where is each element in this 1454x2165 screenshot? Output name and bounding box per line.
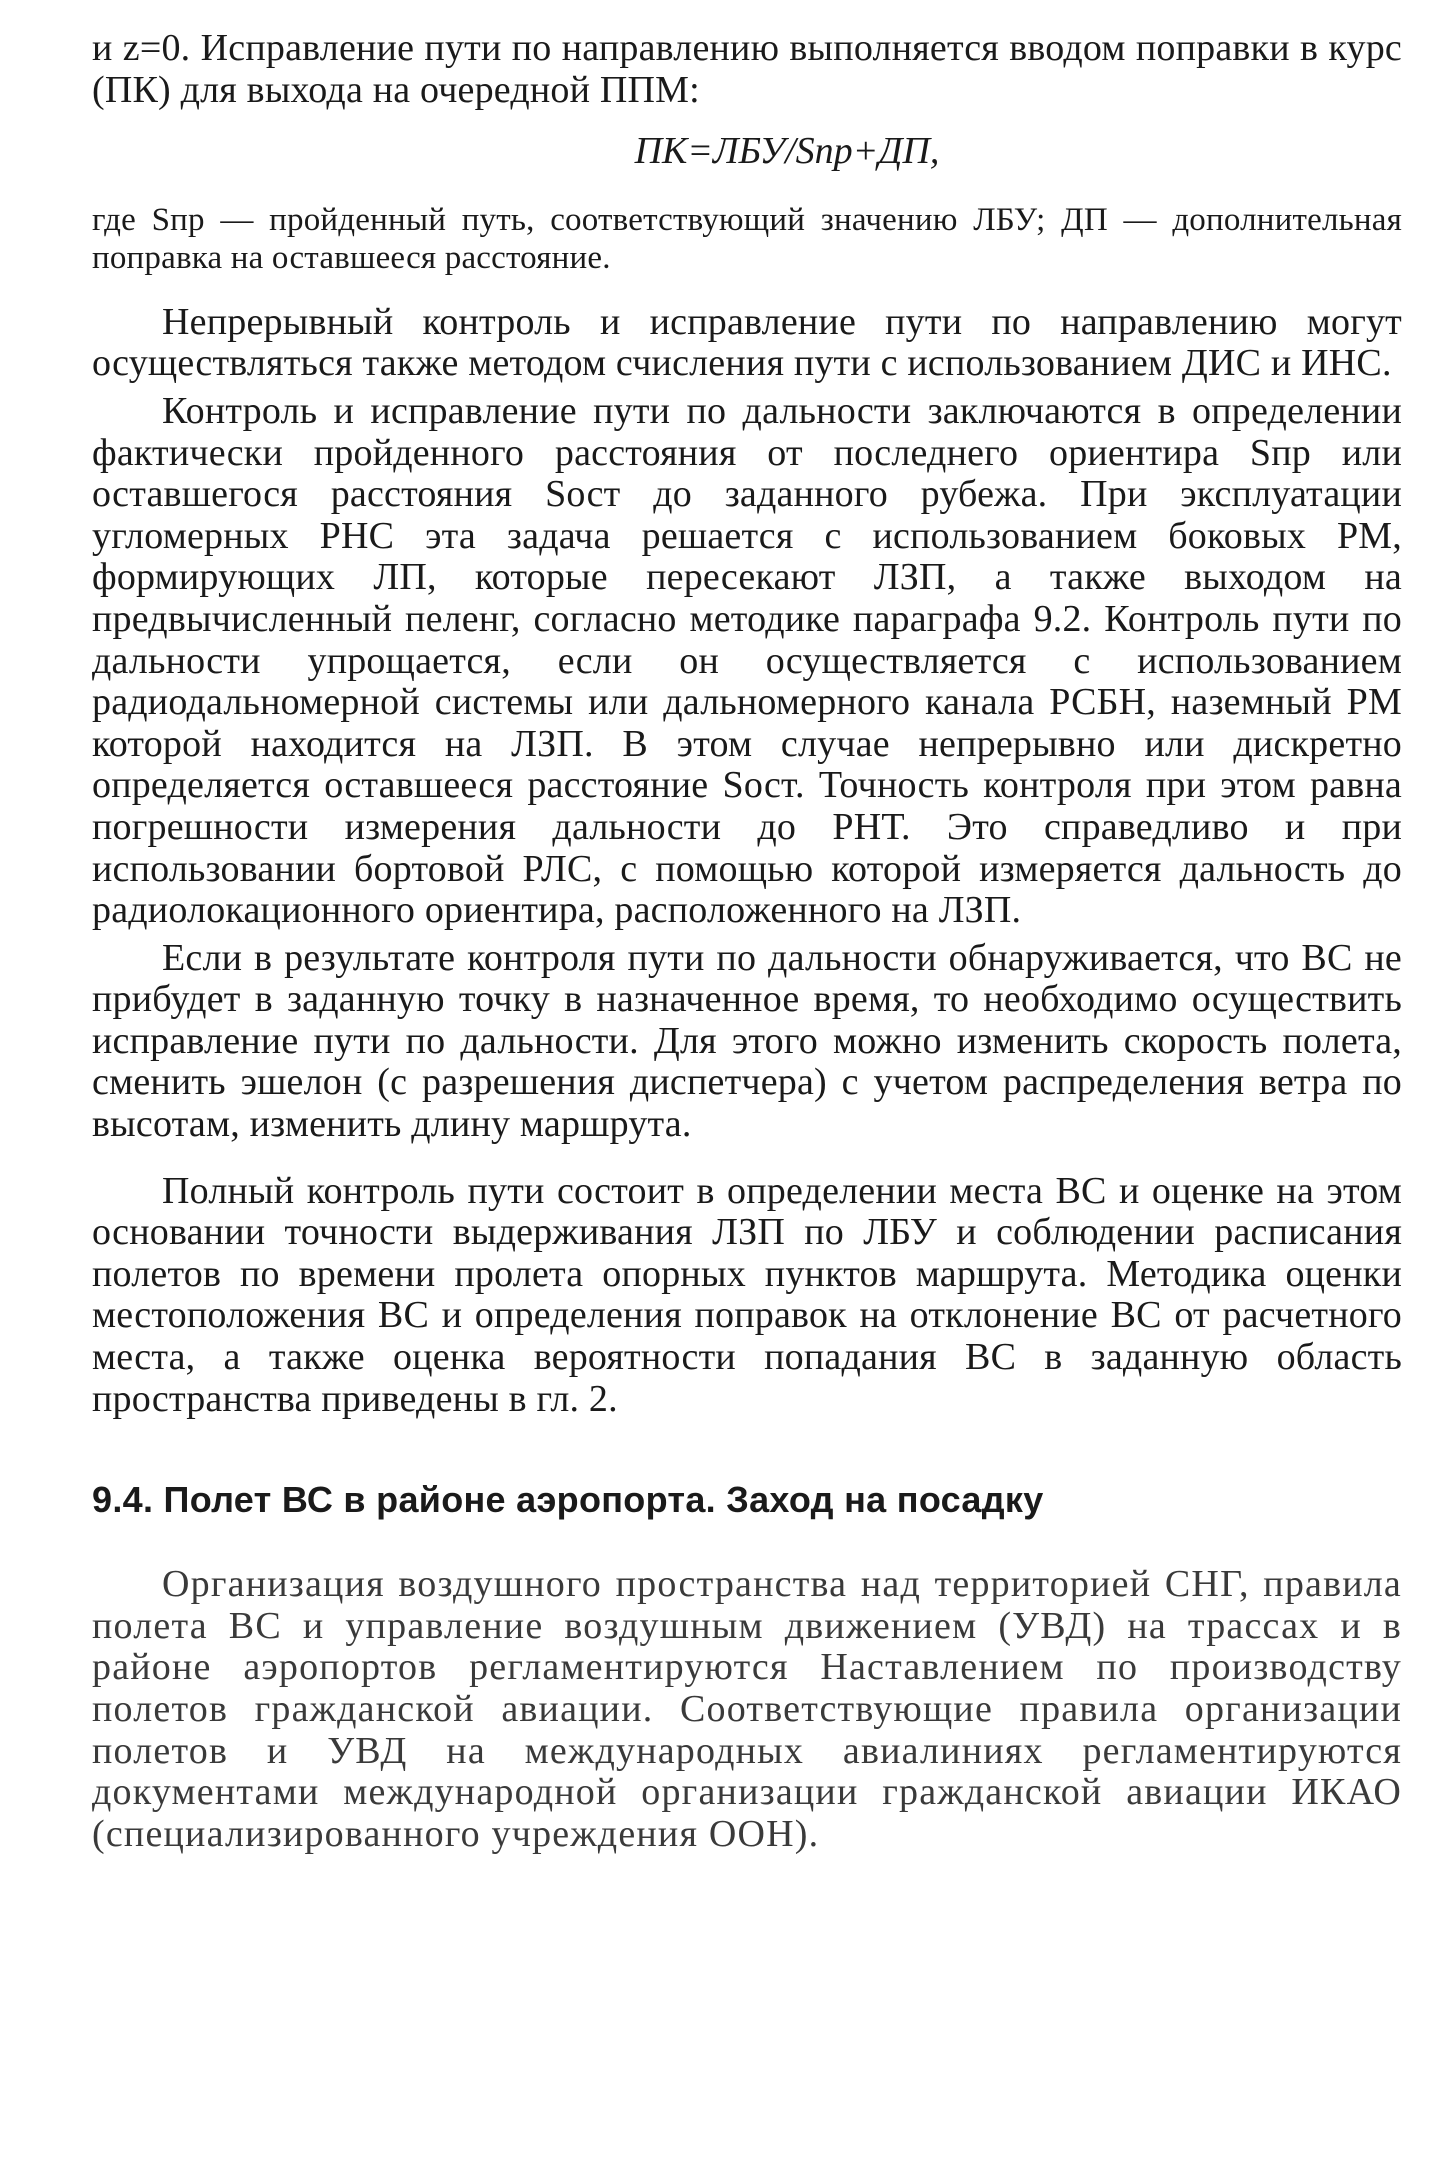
document-page — [92, 28, 1402, 1855]
formula: ПК=ЛБУ/Sпр+ДП, — [634, 130, 940, 173]
paragraph-6: Организация воздушного пространства над территорией СНГ, правила полета ВС и управление воздушным движением (УВД) на трассах и в районе аэропортов регламентируются Наставлением по производству полетов гражданской авиации. Соответствующие правила организации полетов и УВД на международных авиалиниях регламентируются документами международной организации гражданской авиации ИКАО (специализированного учреждения ООН). — [92, 1563, 1402, 1855]
formula-explanation: где Sпр — пройденный путь, соответствующий значению ЛБУ; ДП — дополнительная поправка на оставшееся расстояние. — [92, 201, 1402, 276]
paragraph-1: и z=0. Исправление пути по направлению выполняется вводом поправки в курс (ПК) для выхода на очередной ППМ: — [92, 27, 1402, 111]
paragraph-4: Если в результате контроля пути по дальности обнаруживается, что ВС не прибудет в заданную точку в назначенное время, то необходимо осуществить исправление пути по дальности. Для этого можно изменить скорость полета, сменить эшелон (с разрешения диспетчера) с учетом распределения ветра по высотам, изменить длину маршрута. — [92, 936, 1402, 1146]
section-heading: 9.4. Полет ВС в районе аэропорта. Заход на посадку — [92, 1479, 1044, 1521]
paragraph-3: Контроль и исправление пути по дальности заключаются в определении фактически пройденного расстояния от последнего ориентира Sпр или оставшегося расстояния Sост до заданного рубежа. При эксплуатации угломерных РНС эта задача решается с использованием боковых РМ, формирующих ЛП, которые пересекают ЛЗП, а также выходом на предвычисленный пеленг, согласно методике параграфа 9.2. Контроль пути по дальности упрощается, если он осуществляется с использованием радиодальномерной системы или дальномерного канала РСБН, наземный РМ которой находится на ЛЗП. В этом случае непрерывно или дискретно определяется оставшееся расстояние Sост. Точность контроля при этом равна погрешности измерения дальности до РНТ. Это справедливо и при использовании бортовой РЛС, с помощью которой измеряется дальность до радиолокационного ориентира, расположенного на ЛЗП. — [92, 389, 1402, 932]
paragraph-2: Непрерывный контроль и исправление пути по направлению могут осуществляться также методом счисления пути с использованием ДИС и ИНС. — [92, 300, 1402, 385]
paragraph-5: Полный контроль пути состоит в определении места ВС и оценке на этом основании точности выдерживания ЛЗП по ЛБУ и соблюдении расписания полетов по времени пролета опорных пунктов маршрута. Методика оценки местоположения ВС и определения поправок на отклонение ВС от расчетного места, а также оценка вероятности попадания ВС в заданную область пространства приведены в гл. 2. — [92, 1169, 1402, 1420]
